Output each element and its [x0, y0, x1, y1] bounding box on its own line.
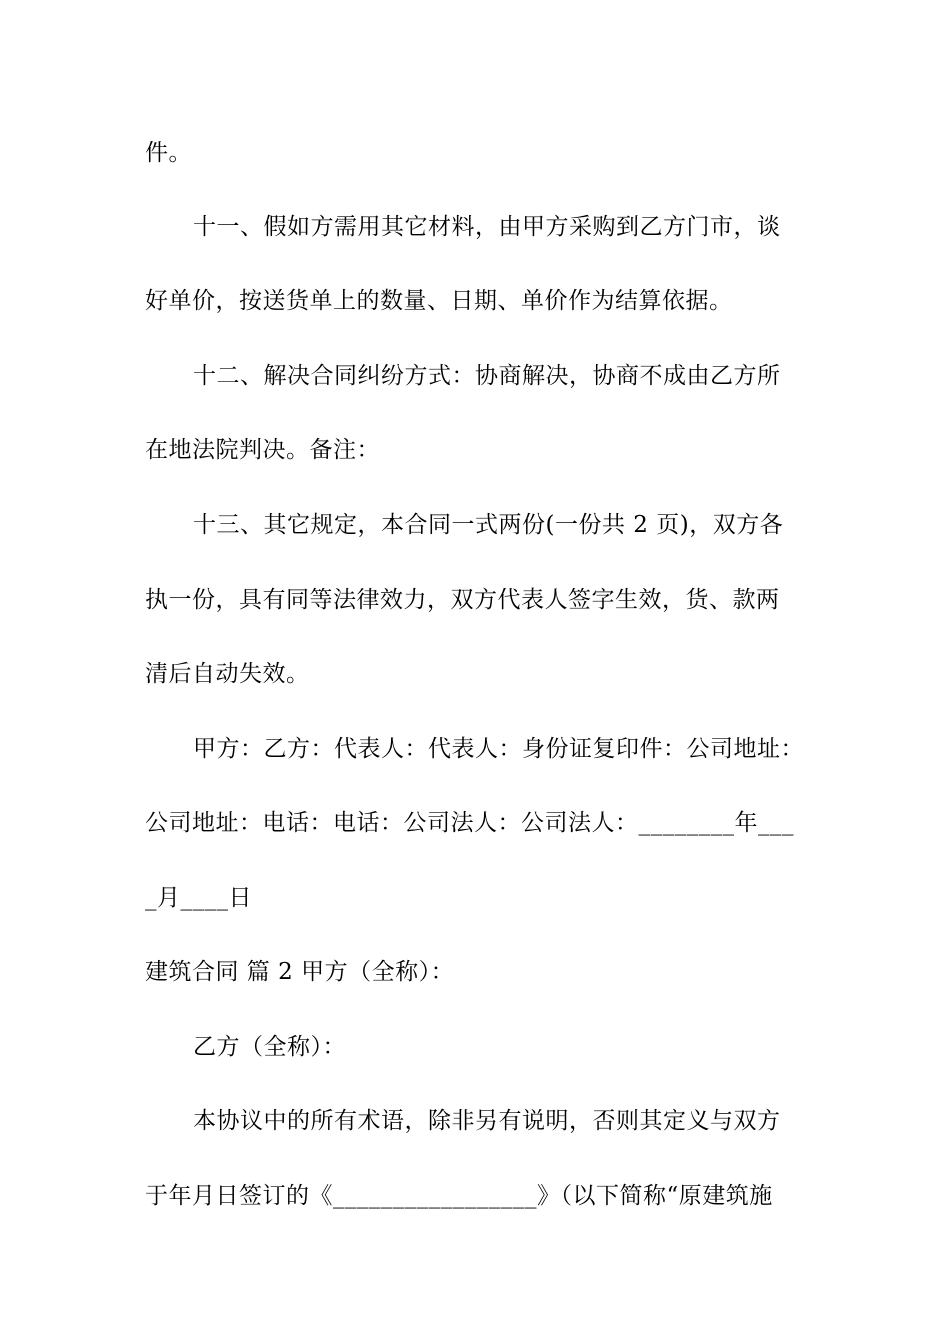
text-line-14: 本协议中的所有术语，除非另有说明，否则其定义与双方 [193, 1108, 781, 1134]
text-line-2: 十一、假如方需用其它材料，由甲方采购到乙方门市，谈 [193, 214, 781, 240]
text-line-11: _月____日 [145, 885, 252, 911]
text-line-3: 好单价，按送货单上的数量、日期、单价作为结算依据。 [145, 288, 733, 314]
text-line-10: 公司地址：电话：电话：公司法人：公司法人：________年___ [145, 810, 794, 836]
text-line-9: 甲方：乙方：代表人：代表人：身份证复印件：公司地址： [193, 736, 804, 762]
text-line-6: 十三、其它规定，本合同一式两份(一份共 2 页)，双方各 [193, 512, 784, 538]
text-line-5: 在地法院判决。备注： [145, 437, 380, 463]
text-line-1: 件。 [145, 140, 192, 166]
text-line-13: 乙方（全称）： [193, 1034, 346, 1060]
text-line-7: 执一份，具有同等法律效力，双方代表人签字生效，货、款两 [145, 587, 780, 613]
text-line-8: 清后自动失效。 [145, 661, 310, 687]
text-line-4: 十二、解决合同纠纷方式：协商解决，协商不成由乙方所 [193, 363, 781, 389]
section-heading: 建筑合同 篇 2 甲方（全称）： [145, 959, 455, 985]
text-line-15: 于年月日签订的《_________________》（以下简称“原建筑施 [145, 1183, 773, 1209]
